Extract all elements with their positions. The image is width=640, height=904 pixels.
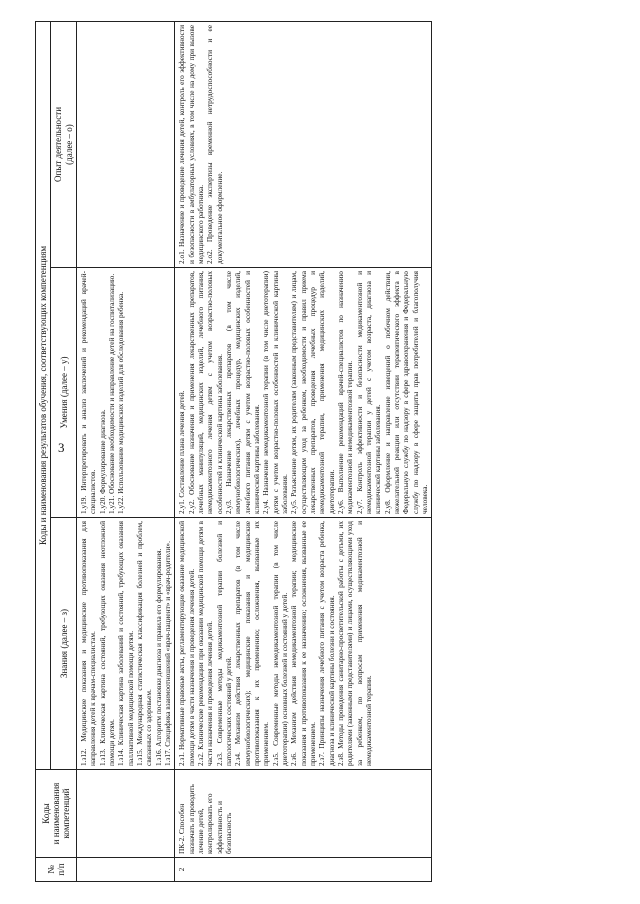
- knowledge-item: 2.з5. Современные методы немедикаментозной терапии (в том числе диетотерапии) основных болезней и состояний у детей.: [270, 521, 289, 766]
- table-row: [175, 22, 432, 882]
- skill-item: 2.у8. Оформление и направление извещений о побочном действии, нежелательной реакции или отсутствии терапевтического эффекта в Федеральную службу по надзору в сфере здравоохранения и Федеральную службу по надзору в сфере защиты прав потребителей и благополучия человека.: [382, 271, 429, 514]
- knowledge-item: 2.з1. Нормативные правовые акты, регламентирующие оказание медицинской помощи детям в части назначения и проведения лечения детей.: [177, 521, 196, 766]
- experience-item: 2.о1. Назначение и проведение лечения детей, контроль его эффективности и безопасности в амбулаторных условиях, в том числе на дому при вызове медицинского работника.: [177, 25, 205, 264]
- header-num: № п/п: [36, 858, 77, 882]
- row1-code: [77, 770, 175, 858]
- row2-experience: [175, 22, 432, 268]
- header-skills: Умения (далее – у): [51, 268, 77, 518]
- row2-code: ПК-2. Способен назначать и проводить лечение детей, контролировать его эффективность и безопасность: [175, 770, 432, 858]
- skill-item: 2.у6. Выполнение рекомендаций врачей-специалистов по назначению медикаментозной и немедикаментозной терапии.: [335, 271, 355, 514]
- competency-table: [35, 21, 432, 882]
- knowledge-item: 2.з7. Принципы назначения лечебного питания с учетом возраста ребенка, диагноза и клинической картины болезни и состояния.: [317, 521, 336, 766]
- row2-skills: [175, 268, 432, 518]
- knowledge-item: 2.з3. Современные методы медикаментозной терапии болезней и патологических состояний у детей.: [214, 521, 233, 766]
- table-row: [77, 22, 175, 882]
- knowledge-item: 1.з12. Медицинские показания и медицинские противопоказания для направления детей к врачам-специалистам.: [79, 521, 98, 766]
- skill-item: 2.у1. Составление плана лечения детей.: [177, 390, 187, 514]
- table-header-row: [36, 22, 51, 882]
- header-competency-code: Коды и наименования компетенций: [36, 770, 77, 858]
- skill-item: 1.у20. Формулирование диагноза.: [97, 409, 107, 514]
- knowledge-item: 1.з17. Специфика взаимоотношений «врач-пациент» и «врач-родители».: [162, 541, 172, 766]
- row1-experience: [77, 22, 175, 268]
- skill-item: 1.у19. Интерпретировать и анализ заключений и рекомендаций врачей-специалистов.: [79, 271, 98, 514]
- row1-knowledge: [77, 518, 175, 770]
- table-subheader-row: [51, 22, 77, 882]
- skill-item: 2.у5. Разъяснение детям, их родителям (законным представителям) и лицам, осуществляющим уход за ребенком, необходимости и правил приема лекарственных препаратов, проведения лечебных процедур и немедикаментозной терапии, применения медицинских изделий, диетотерапии.: [289, 271, 336, 514]
- page-number: 3: [58, 440, 65, 455]
- knowledge-item: 2.з2. Клинические рекомендации при оказании медицинской помощи детям в части назначения и проведения лечения детей.: [195, 521, 215, 766]
- knowledge-item: 2.з6. Механизм действия немедикаментозной терапии; медицинские показания и противопоказания к ее назначению; осложнения, вызванные ее применением.: [289, 521, 317, 766]
- knowledge-item: 2.з4. Механизм действия лекарственных препаратов (в том числе иммунобиологических); медицинские показания и медицинские противопоказания к их применению; осложнения, вызванные их применением.: [233, 521, 271, 766]
- knowledge-item: 1.з15. Международная статистическая классификация болезней и проблем, связанных со здоровьем.: [135, 521, 154, 766]
- knowledge-item: 1.з14. Клиническая картина заболеваний и состояний, требующих оказания паллиативной медицинской помощи детям.: [116, 521, 135, 766]
- row1-num: [77, 858, 175, 882]
- competency-table-sheet: [35, 22, 605, 882]
- skill-item: 1.у22. Использование медицинских изделий для обследования ребенка.: [116, 291, 126, 514]
- knowledge-item: 1.з16. Алгоритм постановки диагноза и правила его формулирования.: [153, 548, 163, 766]
- experience-item: 2.о2. Проведение экспертизы временной нетрудоспособности и ее документальное оформление.: [205, 25, 224, 264]
- header-results-span: Коды и наименования результатов обучения, соответствующих компетенциям: [36, 22, 51, 770]
- skill-item: 2.у4. Назначение немедикаментозной терапии (в том числе диетотерапии) детям с учетом возрастно-половых особенностей и клинической картины заболевания.: [261, 271, 289, 514]
- skill-item: 1.у21. Обоснование необходимости и направление детей на госпитализацию.: [107, 273, 117, 514]
- skill-item: 2.у7. Контроль эффективности и безопасности медикаментозной и немедикаментозной терапии у детей с учетом возраста, диагноза и клинической картины заболевания.: [354, 271, 383, 514]
- skill-item: 2.у3. Назначение лекарственных препаратов (в том числе иммунобиологических), лечебных процедур, медицинских изделий, лечебного питания детям с учетом возрастно-половых особенностей и клинической картины заболевания.: [223, 271, 261, 514]
- row2-num: 2: [175, 858, 432, 882]
- row1-skills: [77, 268, 175, 518]
- skill-item: 2.у2. Обоснование назначения и применения лекарственных препаратов, лечебных манипуляций, медицинских изделий, лечебного питания, немедикаментозного лечения детям с учетом возрастно-половых особенностей и клинической картины заболевания.: [186, 271, 224, 514]
- knowledge-item: 1.з13. Клиническая картина состояний, требующих оказания неотложной помощи детям.: [97, 521, 117, 766]
- knowledge-item: 2.з8. Методы проведения санитарно-просветительской работы с детьми, их родителями (законными представителями) и лицами, осуществляющими уход за ребенком, по вопросам применения медикаментозной и немедикаментозной терапии.: [335, 521, 373, 766]
- header-experience: Опыт деятельности (далее – о): [51, 22, 77, 268]
- header-knowledge: Знания (далее – з): [51, 518, 77, 770]
- row2-knowledge: [175, 518, 432, 770]
